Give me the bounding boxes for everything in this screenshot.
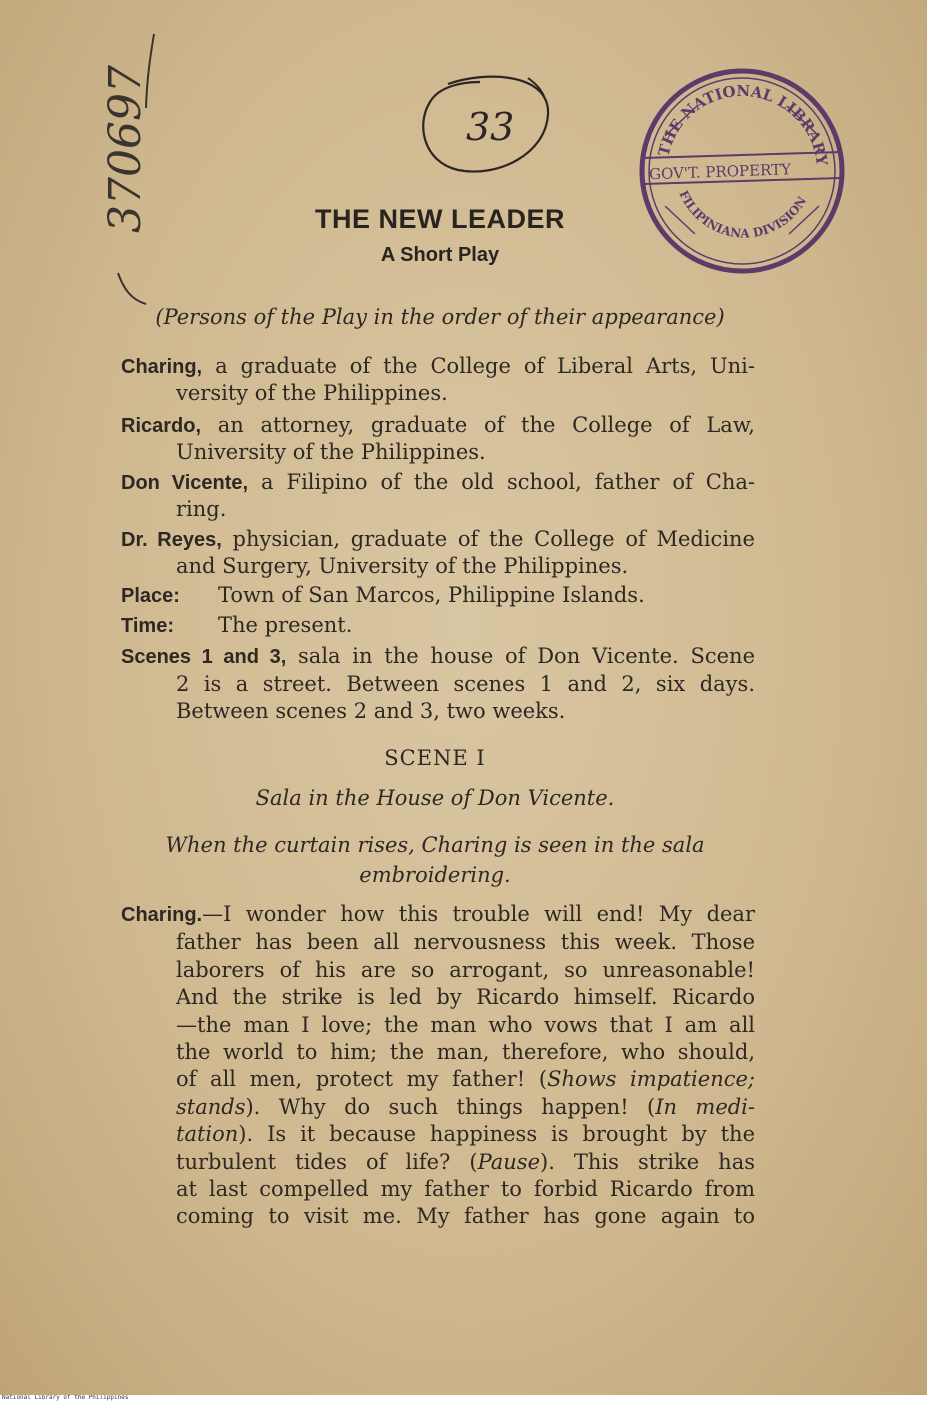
character-desc: ring. — [176, 497, 227, 521]
footer-credit: National Library of the Philippines — [2, 1395, 129, 1401]
handwritten-page-number — [418, 74, 558, 184]
speech-line: coming to visit me. My father has gone again to — [176, 1204, 755, 1229]
character-desc: versity of the Philippines. — [176, 381, 448, 405]
speech-italic: tation — [176, 1122, 239, 1147]
margin-handwriting — [100, 28, 180, 318]
stamp-bottom-text: FILIPINIANA DIVISION — [676, 188, 810, 241]
persons-note: (Persons of the Play in the order of their appearance) — [155, 305, 725, 329]
scene-heading: SCENE I — [384, 746, 486, 770]
time-value: The present. — [218, 613, 353, 637]
speech-line: I wonder how this trouble will end! My dear — [223, 902, 755, 926]
character-name: Don Vicente, — [121, 472, 249, 494]
stage-direction-line: embroidering. — [359, 863, 511, 887]
margin-handwriting-text: 370697 — [100, 65, 151, 233]
character-entry-ricardo — [121, 412, 755, 465]
place-value: Town of San Marcos, Philippine Islands. — [218, 583, 645, 607]
scenes-desc: sala in the house of Don Vicente. Scene — [298, 644, 755, 668]
stage-direction — [0, 830, 870, 890]
character-desc: a Filipino of the old school, father of Cha- — [261, 470, 755, 494]
speech-italic: Pause — [477, 1149, 541, 1174]
speaker-name: Charing. — [121, 904, 203, 926]
speech-line: ). This strike has — [540, 1149, 755, 1174]
scenes-label: Scenes 1 and 3, — [121, 646, 287, 668]
speech-line: the world to him; the man, therefore, who should, — [176, 1040, 755, 1065]
stage-direction-line: When the curtain rises, Charing is seen in the sala — [165, 833, 705, 857]
footer-strip — [0, 1395, 927, 1403]
speech-italic: Shows impatience; — [547, 1067, 755, 1092]
speech-line: ). Is it because happiness is brought by the — [238, 1122, 755, 1147]
character-name: Dr. Reyes, — [121, 529, 222, 551]
dialogue-charing — [121, 901, 755, 1231]
speech-line: at last compelled my father to forbid Ricardo from — [176, 1177, 755, 1202]
character-desc: and Surgery, University of the Philippines. — [176, 554, 629, 578]
speech-italic: In medi- — [655, 1094, 755, 1119]
play-title: THE NEW LEADER — [315, 204, 565, 234]
speech-line: father has been all nervousness this week. Those — [176, 930, 755, 955]
stamp-band-text: GOV'T. PROPERTY — [648, 160, 792, 184]
speech-italic: stands — [176, 1094, 246, 1119]
scene-location: Sala in the House of Don Vicente. — [255, 786, 615, 810]
speech-dash: — — [202, 902, 224, 926]
scenes-desc: Between scenes 2 and 3, two weeks. — [176, 699, 566, 723]
character-entry-don-vicente — [121, 469, 755, 522]
stamp-top-text: THE NATIONAL LIBRARY — [654, 81, 831, 167]
character-desc: a graduate of the College of Liberal Arts, Uni- — [215, 354, 755, 378]
character-desc: an attorney, graduate of the College of Law, — [217, 413, 755, 437]
speech-line: of all men, protect my father! ( — [176, 1067, 548, 1092]
speech-line: laborers of his are so arrogant, so unreasonable! — [176, 957, 755, 982]
character-name: Ricardo, — [121, 415, 202, 437]
character-name: Charing, — [121, 356, 203, 378]
handwritten-number-text: 33 — [466, 105, 515, 149]
speech-line: turbulent tides of life? ( — [176, 1149, 478, 1174]
play-subtitle: A Short Play — [380, 244, 500, 266]
place-label: Place: — [121, 585, 180, 607]
time-label: Time: — [121, 615, 174, 637]
speech-line: And the strike is led by Ricardo himself. Ricardo — [176, 985, 755, 1010]
character-entry-charing — [121, 353, 755, 406]
character-desc: University of the Philippines. — [176, 440, 486, 464]
setting-time — [121, 613, 352, 638]
character-desc: physician, graduate of the College of Medicine — [232, 527, 755, 551]
speech-line: —the man I love; the man who vows that I am all — [176, 1012, 755, 1037]
scenes-desc: 2 is a street. Between scenes 1 and 2, six days. — [176, 672, 755, 696]
character-entry-dr-reyes — [121, 526, 755, 579]
speech-line: ). Why do such things happen! ( — [245, 1094, 656, 1119]
setting-scenes — [121, 643, 755, 724]
setting-place — [121, 583, 645, 608]
